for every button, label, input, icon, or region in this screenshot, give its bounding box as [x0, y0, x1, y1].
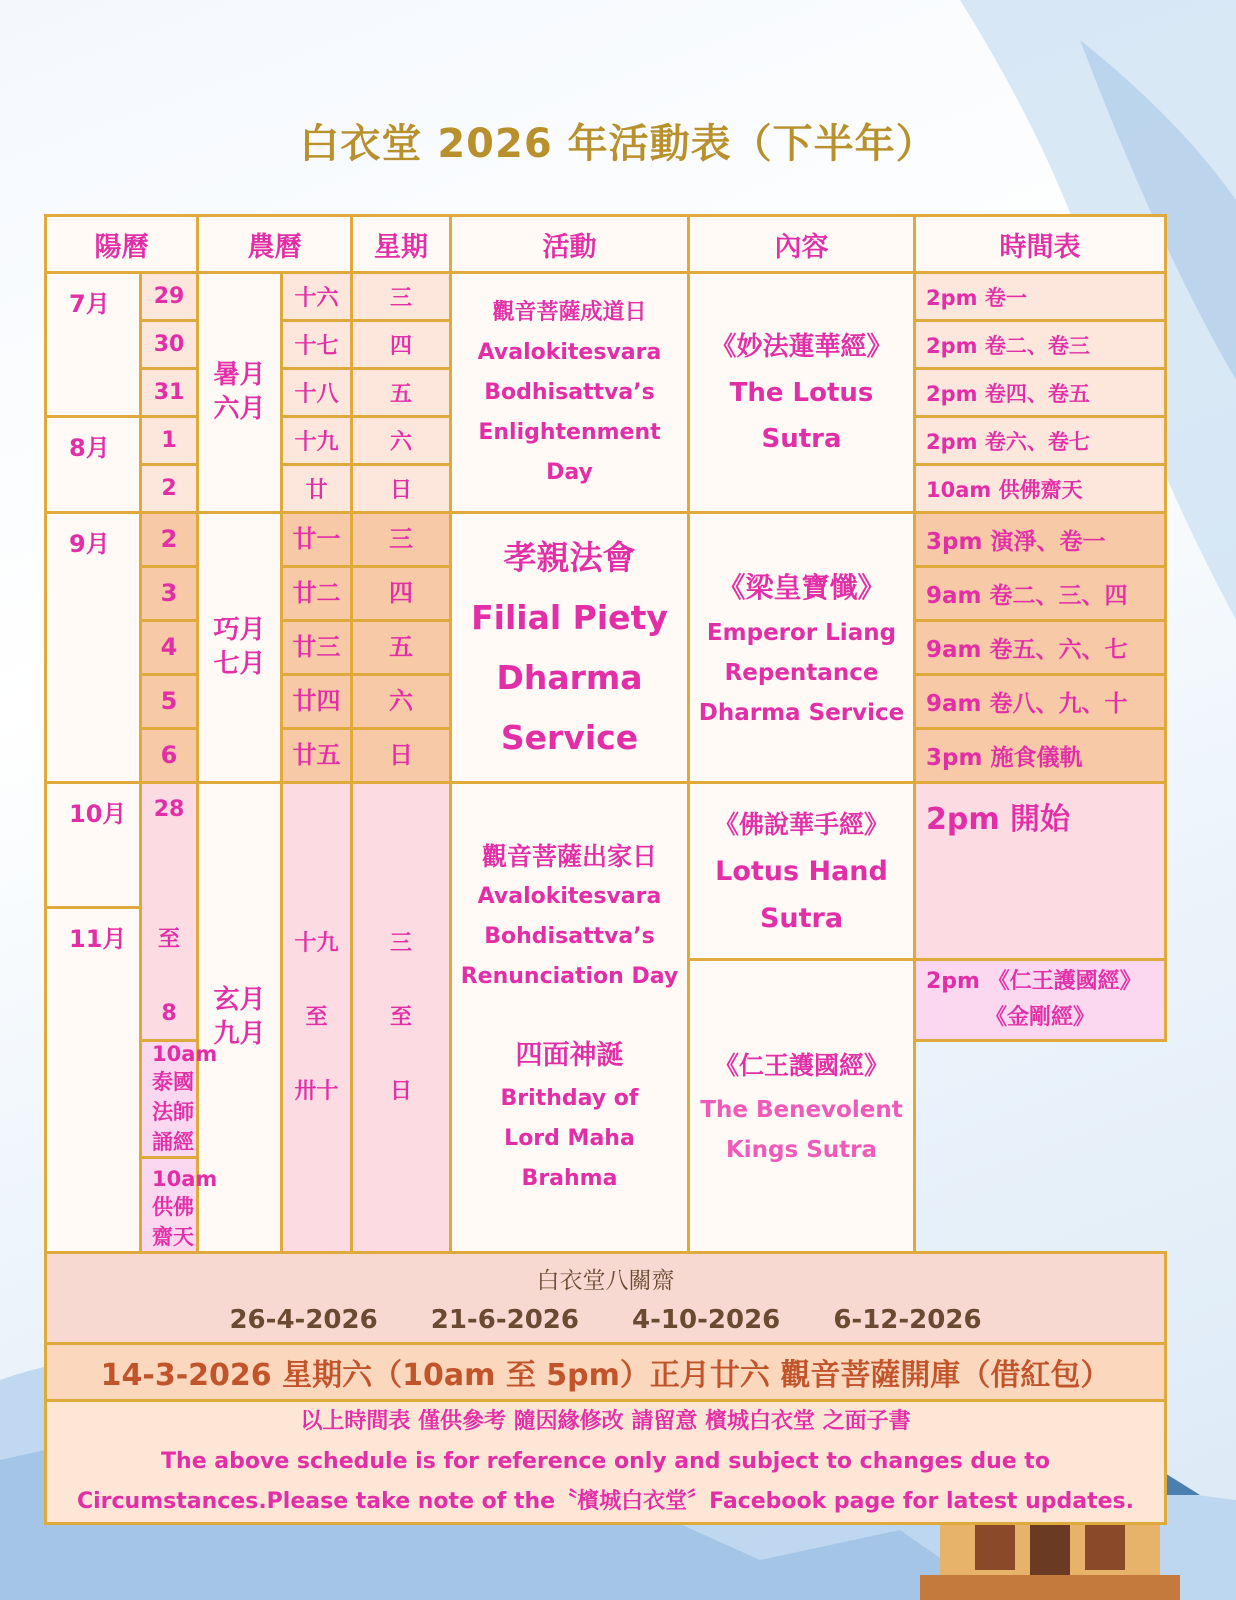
table-row [46, 273, 1187, 321]
weekday: 日 [352, 729, 451, 783]
solar-day-range: 28 至 8 [141, 783, 198, 1041]
schedule-time: 9am 卷八、九、十 [915, 675, 1166, 729]
lunar-month: 玄月 九月 [198, 783, 282, 1253]
eight-precepts-dates: 26-4-2026 21-6-2026 4-10-2026 6-12-2026 [229, 1304, 982, 1335]
solar-day: 6 [141, 729, 198, 783]
schedule-time: 2pm 卷一 [915, 273, 1166, 321]
weekday: 六 [352, 675, 451, 729]
schedule-time: 10am 泰國法師誦經 [141, 1041, 198, 1158]
weekday: 三 [352, 513, 451, 567]
month-label: 7月 [46, 273, 141, 417]
content-benevolent-kings-sutra: 《仁王護國經》 The Benevolent Kings Sutra [689, 960, 915, 1253]
activity-enlightenment-day: 觀音菩薩成道日 Avalokitesvara Bodhisattva’s Enlightenment Day [451, 273, 689, 513]
notice-row [46, 1401, 1187, 1524]
lunar-day: 廿一 [282, 513, 352, 567]
header-content: 內容 [689, 216, 915, 273]
header-schedule: 時間表 [915, 216, 1166, 273]
header-activity: 活動 [451, 216, 689, 273]
activity-renunciation-and-brahma: 觀音菩薩出家日 Avalokitesvara Bohdisattva’s Renunciation Day 四面神誕 Brithday of Lord Maha Brahma [451, 783, 689, 1253]
month-label: 9月 [46, 513, 141, 783]
eight-precepts-title: 白衣堂八關齋 [536, 1267, 675, 1294]
table-row [46, 513, 1187, 567]
schedule-time: 9am 卷五、六、七 [915, 621, 1166, 675]
content-emperor-liang: 《梁皇寶懺》 Emperor Liang Repentance Dharma Service [689, 513, 915, 783]
weekday: 四 [352, 321, 451, 369]
lunar-day: 廿三 [282, 621, 352, 675]
solar-day: 2 [141, 465, 198, 513]
eight-precepts-box [46, 1253, 1166, 1344]
lunar-month: 暑月 六月 [198, 273, 282, 513]
month-label: 10月 [46, 783, 141, 908]
schedule-time: 2pm 卷二、卷三 [915, 321, 1166, 369]
weekday-range: 三 至 日 [352, 783, 451, 1253]
header-row [46, 216, 1187, 273]
header-solar: 陽曆 [46, 216, 198, 273]
lunar-day: 廿四 [282, 675, 352, 729]
solar-day: 4 [141, 621, 198, 675]
schedule-time: 2pm 《仁王護國經》 《金剛經》 [915, 960, 1166, 1041]
schedule-time: 2pm 卷四、卷五 [915, 369, 1166, 417]
weekday: 三 [352, 273, 451, 321]
content-lotus-sutra: 《妙法蓮華經》 The Lotus Sutra [689, 273, 915, 513]
solar-day: 30 [141, 321, 198, 369]
lunar-day: 廿二 [282, 567, 352, 621]
schedule-time: 10am 供佛齋天 [141, 1158, 198, 1253]
weekday: 五 [352, 621, 451, 675]
schedule-time: 9am 卷二、三、四 [915, 567, 1166, 621]
month-label: 11月 [46, 908, 141, 1253]
weekday: 五 [352, 369, 451, 417]
solar-day: 5 [141, 675, 198, 729]
notice-box [46, 1401, 1166, 1524]
activity-schedule-table [44, 214, 1188, 1525]
notice-english-1: The above schedule is for reference only and subject to changes due to [161, 1449, 1050, 1474]
lunar-month: 巧月 七月 [198, 513, 282, 783]
eight-precepts-row [46, 1253, 1187, 1344]
schedule-time: 3pm 施食儀軌 [915, 729, 1166, 783]
schedule-time: 10am 供佛齋天 [915, 465, 1166, 513]
notice-chinese: 以上時間表 僅供參考 隨因緣修改 請留意 檳城白衣堂 之面子書 [300, 1409, 911, 1434]
month-label: 8月 [46, 417, 141, 513]
lunar-day: 廿 [282, 465, 352, 513]
solar-day: 31 [141, 369, 198, 417]
header-lunar: 農曆 [198, 216, 352, 273]
weekday: 六 [352, 417, 451, 465]
lunar-day: 十八 [282, 369, 352, 417]
lunar-day: 十七 [282, 321, 352, 369]
solar-day: 2 [141, 513, 198, 567]
solar-day: 3 [141, 567, 198, 621]
content-lotus-hand-sutra: 《佛說華手經》 Lotus Hand Sutra [689, 783, 915, 960]
page-title: 白衣堂 2026 年活動表（下半年） [299, 121, 937, 167]
schedule-time: 3pm 演淨、卷一 [915, 513, 1166, 567]
weekday: 四 [352, 567, 451, 621]
weekday: 日 [352, 465, 451, 513]
solar-day: 1 [141, 417, 198, 465]
header-weekday: 星期 [352, 216, 451, 273]
schedule-time: 2pm 卷六、卷七 [915, 417, 1166, 465]
lunar-day: 十六 [282, 273, 352, 321]
treasury-opening-row [46, 1344, 1187, 1401]
schedule-time: 2pm 開始 [915, 783, 1166, 960]
activity-filial-piety-service: 孝親法會 Filial Piety Dharma Service [451, 513, 689, 783]
lunar-day: 十九 [282, 417, 352, 465]
solar-day: 29 [141, 273, 198, 321]
treasury-opening-banner: 14-3-2026 星期六（10am 至 5pm）正月廿六 觀音菩薩開庫（借紅包） [46, 1344, 1166, 1401]
notice-english-2: Circumstances.Please take note of the〝檳城白衣堂〞Facebook page for latest updates. [76, 1489, 1135, 1514]
lunar-day: 廿五 [282, 729, 352, 783]
lunar-day-range: 十九 至 卅十 [282, 783, 352, 1253]
